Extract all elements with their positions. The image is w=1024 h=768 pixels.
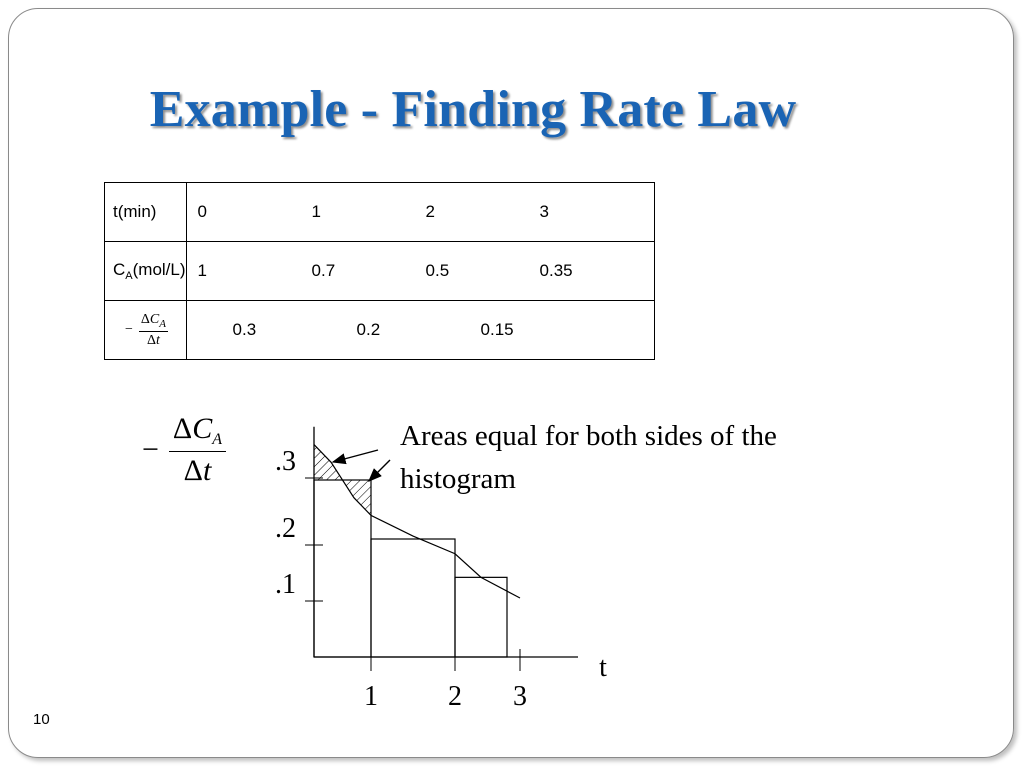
table-cell: 0.35	[539, 261, 573, 280]
table-cell: 0.5	[425, 261, 450, 280]
table-cell: 0	[197, 202, 207, 221]
table-cell: 0.7	[311, 261, 336, 280]
x-tick-label-2: 2	[448, 681, 462, 712]
y-tick-label: .3	[275, 446, 296, 477]
variable-t: t	[202, 454, 212, 487]
x-tick-label-3: 3	[513, 681, 527, 712]
label-symbol: C	[113, 260, 126, 279]
minus-sign: −	[142, 433, 159, 466]
x-axis-label: t	[599, 652, 607, 683]
label-unit: (mol/L)	[132, 260, 186, 279]
slide-title: Example - Finding Rate Law	[149, 81, 797, 138]
histogram-note: Areas equal for both sides of the histogram	[400, 420, 777, 495]
page-number: 10	[33, 711, 50, 728]
y-tick-label: .2	[275, 513, 296, 544]
delta-symbol: Δ	[147, 332, 157, 348]
label-subscript: A	[125, 270, 133, 282]
table-cell: 0.15	[480, 320, 514, 339]
table-cell: 2	[425, 202, 435, 221]
table-cell: 0.3	[232, 320, 257, 339]
hatched-area-left	[314, 445, 343, 480]
table-cell: 1	[197, 261, 207, 280]
delta-symbol: Δ	[140, 311, 150, 327]
annotation-arrow-left	[333, 450, 378, 462]
concentration-rate-curve	[314, 445, 520, 598]
y-tick-label: .1	[275, 569, 296, 600]
variable-c: C	[149, 311, 160, 327]
table-cell: 0.2	[356, 320, 381, 339]
histogram-bar-3	[455, 577, 507, 657]
delta-symbol: Δ	[172, 412, 193, 445]
variable-subscript: A	[159, 317, 166, 330]
row-label-time: t(min)	[105, 183, 187, 242]
histogram-bar-2	[371, 539, 455, 657]
table-cell: 1	[311, 202, 321, 221]
x-tick-label-1: 1	[364, 681, 378, 712]
annotation-arrow-right	[369, 460, 390, 481]
minus-sign: −	[125, 322, 133, 337]
hatched-area-right	[343, 480, 372, 515]
variable-subscript: A	[212, 431, 223, 448]
table-cell: 3	[539, 202, 549, 221]
variable-t: t	[156, 332, 160, 348]
delta-symbol: Δ	[183, 454, 203, 487]
variable-c: C	[192, 412, 213, 445]
